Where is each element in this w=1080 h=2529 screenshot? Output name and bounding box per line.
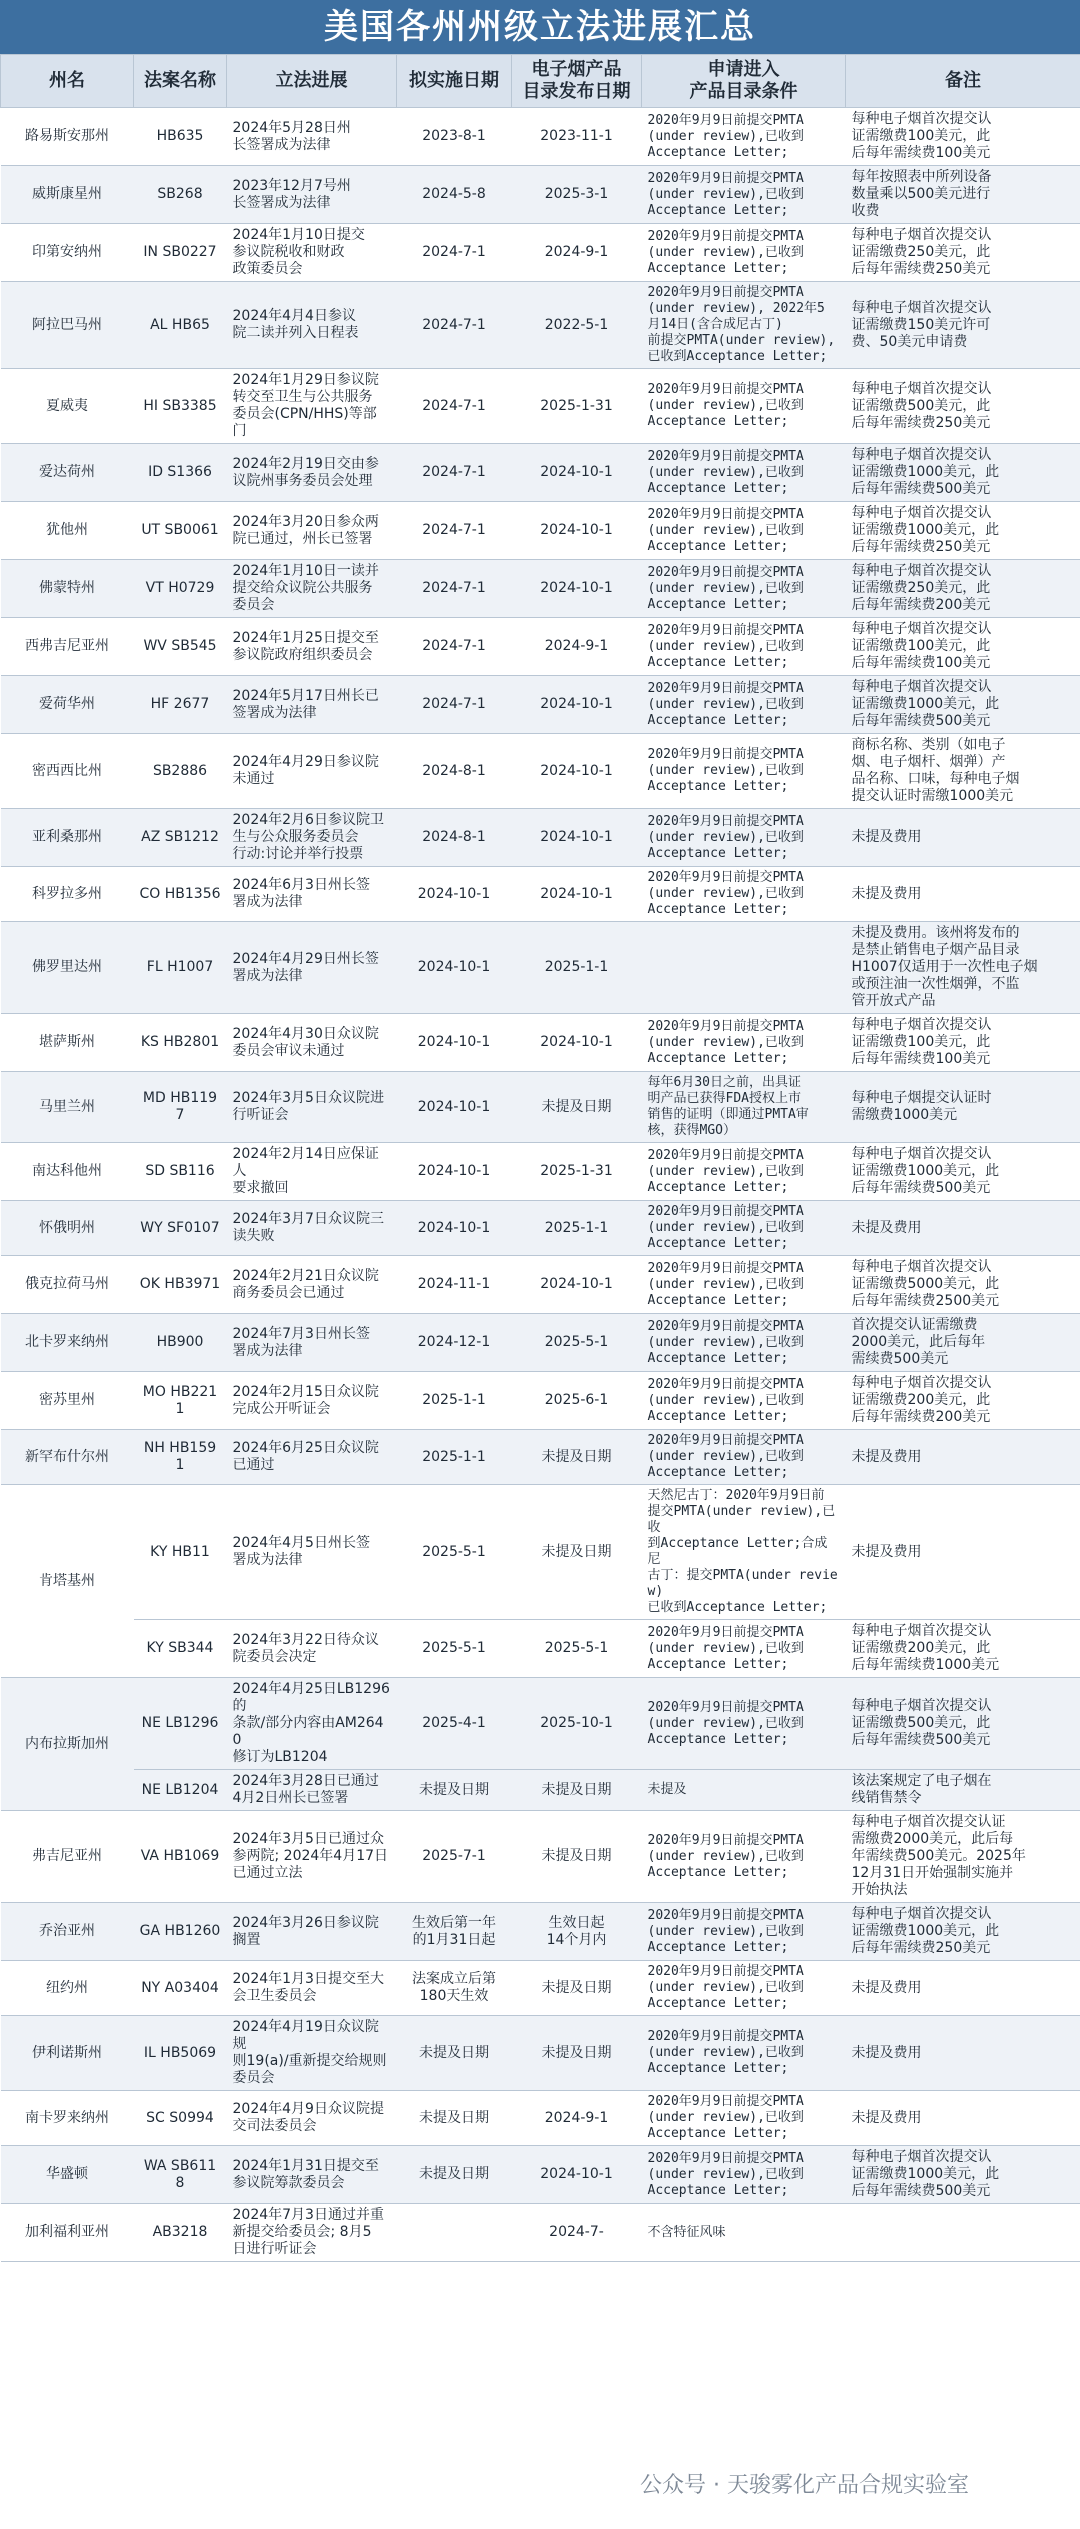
- table-row: [1, 1256, 1080, 1314]
- cell-impl: 未提及日期: [397, 2091, 512, 2146]
- cell-cond: 2020年9月9日前提交PMTA (under review),已收到 Acceptance Letter;: [642, 1961, 846, 2016]
- cell-cond: 2020年9月9日前提交PMTA (under review),已收到 Acceptance Letter;: [642, 1014, 846, 1072]
- cell-state: 佛罗里达州: [1, 922, 134, 1014]
- cell-bill: OK HB3971: [134, 1256, 227, 1314]
- cell-note: 未提及费用: [846, 1961, 1080, 2016]
- cell-bill: AL HB65: [134, 282, 227, 369]
- cell-note: 每种电子烟首次提交认 证需缴费500美元，此 后每年需续费250美元: [846, 369, 1080, 444]
- cell-state: 亚利桑那州: [1, 809, 134, 867]
- cell-state: 马里兰州: [1, 1072, 134, 1143]
- cell-dir: 未提及日期: [512, 1811, 642, 1903]
- cell-bill: AB3218: [134, 2204, 227, 2262]
- cell-progress: 2024年3月22日待众议 院委员会决定: [227, 1620, 397, 1678]
- cell-note: 每种电子烟提交认证时 需缴费1000美元: [846, 1072, 1080, 1143]
- cell-bill: IN SB0227: [134, 224, 227, 282]
- cell-progress: 2024年3月5日已通过众 参两院; 2024年4月17日 已通过立法: [227, 1811, 397, 1903]
- table-row: [1, 1620, 1080, 1678]
- cell-dir: 未提及日期: [512, 1485, 642, 1620]
- cell-progress: 2024年6月25日众议院 已通过: [227, 1430, 397, 1485]
- cell-bill: AZ SB1212: [134, 809, 227, 867]
- cell-note: 未提及费用: [846, 867, 1080, 922]
- cell-progress: 2024年2月15日众议院 完成公开听证会: [227, 1372, 397, 1430]
- cell-progress: 2024年6月3日州长签 署成为法律: [227, 867, 397, 922]
- cell-bill: WY SF0107: [134, 1201, 227, 1256]
- cell-cond: 天然尼古丁：2020年9月9日前 提交PMTA(under review),已收 到Acceptance Letter;合成尼 古丁：提交PMTA(under review) 已收到Acceptance Letter;: [642, 1485, 846, 1620]
- cell-impl: 2024-10-1: [397, 1072, 512, 1143]
- cell-bill: KY HB11: [134, 1485, 227, 1620]
- header-notes: 备注: [846, 55, 1080, 108]
- cell-dir: 2024-10-1: [512, 2146, 642, 2204]
- cell-bill: CO HB1356: [134, 867, 227, 922]
- cell-cond: 2020年9月9日前提交PMTA (under review),已收到 Acceptance Letter;: [642, 867, 846, 922]
- cell-note: 每种电子烟首次提交认 证需缴费1000美元，此 后每年需续费500美元: [846, 2146, 1080, 2204]
- cell-bill: UT SB0061: [134, 502, 227, 560]
- cell-state: 西弗吉尼亚州: [1, 618, 134, 676]
- cell-note: 商标名称、类别（如电子 烟、电子烟杆、烟弹）产 品名称、口味，每种电子烟 提交认证时需缴1000美元: [846, 734, 1080, 809]
- cell-cond: 2020年9月9日前提交PMTA (under review),已收到 Acceptance Letter;: [642, 2146, 846, 2204]
- cell-impl: 未提及日期: [397, 1770, 512, 1811]
- cell-state: 乔治亚州: [1, 1903, 134, 1961]
- cell-dir: 2022-5-1: [512, 282, 642, 369]
- cell-note: 每种电子烟首次提交认 证需缴费150美元许可 费、50美元申请费: [846, 282, 1080, 369]
- cell-state: 爱荷华州: [1, 676, 134, 734]
- cell-impl: 2024-8-1: [397, 809, 512, 867]
- cell-impl: 生效后第一年 的1月31日起: [397, 1903, 512, 1961]
- cell-cond: 不含特征风味: [642, 2204, 846, 2262]
- cell-cond: 未提及: [642, 1770, 846, 1811]
- cell-impl: 2025-1-1: [397, 1372, 512, 1430]
- cell-bill: HB900: [134, 1314, 227, 1372]
- cell-state: 密苏里州: [1, 1372, 134, 1430]
- cell-state: 阿拉巴马州: [1, 282, 134, 369]
- cell-progress: 2024年4月5日州长签 署成为法律: [227, 1485, 397, 1620]
- table-row: [1, 2204, 1080, 2262]
- cell-progress: 2024年4月25日LB1296的 条款/部分内容由AM2640 修订为LB1204: [227, 1678, 397, 1770]
- cell-note: 每种电子烟首次提交认 证需缴费5000美元，此 后每年需续费2500美元: [846, 1256, 1080, 1314]
- cell-note: 首次提交认证需缴费 2000美元，此后每年 需续费500美元: [846, 1314, 1080, 1372]
- header-directory-date: 电子烟产品 目录发布日期: [512, 55, 642, 108]
- cell-note: [846, 2204, 1080, 2262]
- cell-impl: 2025-7-1: [397, 1811, 512, 1903]
- cell-bill: WA SB6118: [134, 2146, 227, 2204]
- cell-state: 堪萨斯州: [1, 1014, 134, 1072]
- cell-dir: 2025-6-1: [512, 1372, 642, 1430]
- table-row: [1, 1314, 1080, 1372]
- cell-cond: 2020年9月9日前提交PMTA (under review), 2022年5 月14日(含合成尼古丁) 前提交PMTA(under review), 已收到Acceptance Letter;: [642, 282, 846, 369]
- cell-progress: 2024年3月7日众议院三 读失败: [227, 1201, 397, 1256]
- legislation-table: [0, 54, 1080, 2262]
- cell-bill: NE LB1204: [134, 1770, 227, 1811]
- cell-progress: 2024年5月28日州 长签署成为法律: [227, 108, 397, 166]
- cell-progress: 2023年12月7号州 长签署成为法律: [227, 166, 397, 224]
- cell-state: 密西西比州: [1, 734, 134, 809]
- table-row: [1, 108, 1080, 166]
- cell-note: 每种电子烟首次提交认 证需缴费100美元，此 后每年需续费100美元: [846, 1014, 1080, 1072]
- cell-dir: 2024-9-1: [512, 224, 642, 282]
- cell-impl: 2024-10-1: [397, 922, 512, 1014]
- cell-impl: 2024-10-1: [397, 1143, 512, 1201]
- cell-dir: 生效日起 14个月内: [512, 1903, 642, 1961]
- cell-cond: [642, 922, 846, 1014]
- cell-cond: 2020年9月9日前提交PMTA (under review),已收到 Acceptance Letter;: [642, 369, 846, 444]
- cell-dir: 2024-9-1: [512, 618, 642, 676]
- cell-note: 未提及费用: [846, 1201, 1080, 1256]
- cell-state: 爱达荷州: [1, 444, 134, 502]
- cell-dir: 2024-9-1: [512, 2091, 642, 2146]
- cell-progress: 2024年2月6日参议院卫 生与公众服务委员会 行动:讨论并举行投票: [227, 809, 397, 867]
- table-header-row: [1, 55, 1080, 108]
- cell-note: 未提及费用: [846, 2091, 1080, 2146]
- table-row: [1, 1072, 1080, 1143]
- cell-state: 弗吉尼亚州: [1, 1811, 134, 1903]
- cell-cond: 2020年9月9日前提交PMTA (under review),已收到 Acceptance Letter;: [642, 1372, 846, 1430]
- cell-note: 每种电子烟首次提交认 证需缴费1000美元，此 后每年需续费500美元: [846, 444, 1080, 502]
- cell-bill: KS HB2801: [134, 1014, 227, 1072]
- cell-impl: 2025-4-1: [397, 1678, 512, 1770]
- cell-bill: ID S1366: [134, 444, 227, 502]
- cell-cond: 2020年9月9日前提交PMTA (under review),已收到 Acceptance Letter;: [642, 1143, 846, 1201]
- table-row: [1, 1430, 1080, 1485]
- cell-progress: 2024年1月10日提交 参议院税收和财政 政策委员会: [227, 224, 397, 282]
- cell-note: 该法案规定了电子烟在 线销售禁令: [846, 1770, 1080, 1811]
- cell-dir: 2025-3-1: [512, 166, 642, 224]
- table-row: [1, 867, 1080, 922]
- cell-progress: 2024年5月17日州长已 签署成为法律: [227, 676, 397, 734]
- cell-dir: 2024-10-1: [512, 734, 642, 809]
- cell-state: 威斯康星州: [1, 166, 134, 224]
- cell-dir: 2024-10-1: [512, 676, 642, 734]
- cell-bill: KY SB344: [134, 1620, 227, 1678]
- cell-impl: 2024-12-1: [397, 1314, 512, 1372]
- cell-bill: IL HB5069: [134, 2016, 227, 2091]
- cell-note: 每种电子烟首次提交认 证需缴费250美元，此 后每年需续费200美元: [846, 560, 1080, 618]
- cell-dir: 未提及日期: [512, 1961, 642, 2016]
- cell-dir: 2025-1-31: [512, 369, 642, 444]
- cell-impl: 2024-11-1: [397, 1256, 512, 1314]
- cell-bill: GA HB1260: [134, 1903, 227, 1961]
- cell-note: 每种电子烟首次提交认 证需缴费100美元，此 后每年需续费100美元: [846, 618, 1080, 676]
- cell-note: 每种电子烟首次提交认证 需缴费2000美元，此后每 年需续费500美元。2025年 12月31日开始强制实施并 开始执法: [846, 1811, 1080, 1903]
- cell-cond: 2020年9月9日前提交PMTA (under review),已收到 Acceptance Letter;: [642, 2091, 846, 2146]
- page-title: 美国各州州级立法进展汇总: [0, 0, 1080, 54]
- table-row: [1, 282, 1080, 369]
- cell-dir: 2025-1-31: [512, 1143, 642, 1201]
- cell-impl: 2023-8-1: [397, 108, 512, 166]
- cell-bill: HI SB3385: [134, 369, 227, 444]
- cell-progress: 2024年4月30日众议院 委员会审议未通过: [227, 1014, 397, 1072]
- watermark-text: 公众号 · 天骏雾化产品合规实验室: [640, 2473, 969, 2498]
- cell-state: 俄克拉荷马州: [1, 1256, 134, 1314]
- header-state: 州名: [1, 55, 134, 108]
- cell-cond: 2020年9月9日前提交PMTA (under review),已收到 Acceptance Letter;: [642, 1678, 846, 1770]
- cell-bill: VT H0729: [134, 560, 227, 618]
- cell-progress: 2024年1月10日一读并 提交给众议院公共服务 委员会: [227, 560, 397, 618]
- cell-progress: 2024年4月19日众议院规 则19(a)/重新提交给规则 委员会: [227, 2016, 397, 2091]
- cell-cond: 2020年9月9日前提交PMTA (under review),已收到 Acceptance Letter;: [642, 166, 846, 224]
- cell-dir: 2025-1-1: [512, 1201, 642, 1256]
- table-row: [1, 224, 1080, 282]
- cell-impl: 2024-7-1: [397, 676, 512, 734]
- cell-state: 印第安纳州: [1, 224, 134, 282]
- cell-dir: 2024-10-1: [512, 560, 642, 618]
- cell-cond: 2020年9月9日前提交PMTA (under review),已收到 Acceptance Letter;: [642, 108, 846, 166]
- cell-bill: SC S0994: [134, 2091, 227, 2146]
- table-row: [1, 444, 1080, 502]
- cell-bill: FL H1007: [134, 922, 227, 1014]
- cell-progress: 2024年3月26日参议院 搁置: [227, 1903, 397, 1961]
- header-progress: 立法进展: [227, 55, 397, 108]
- cell-note: 每年按照表中所列设备 数量乘以500美元进行 收费: [846, 166, 1080, 224]
- cell-progress: 2024年1月29日参议院 转交至卫生与公共服务 委员会(CPN/HHS)等部门: [227, 369, 397, 444]
- cell-bill: VA HB1069: [134, 1811, 227, 1903]
- cell-dir: 2024-10-1: [512, 809, 642, 867]
- cell-bill: WV SB545: [134, 618, 227, 676]
- cell-state: 内布拉斯加州: [1, 1678, 134, 1811]
- cell-state: 华盛顿: [1, 2146, 134, 2204]
- cell-cond: 2020年9月9日前提交PMTA (under review),已收到 Acceptance Letter;: [642, 1903, 846, 1961]
- cell-state: 加利福利亚州: [1, 2204, 134, 2262]
- cell-bill: SB2886: [134, 734, 227, 809]
- header-impl-date: 拟实施日期: [397, 55, 512, 108]
- table-row: [1, 560, 1080, 618]
- cell-state: 佛蒙特州: [1, 560, 134, 618]
- cell-impl: 2025-1-1: [397, 1430, 512, 1485]
- cell-dir: 2025-10-1: [512, 1678, 642, 1770]
- cell-cond: 2020年9月9日前提交PMTA (under review),已收到 Acceptance Letter;: [642, 809, 846, 867]
- cell-cond: 2020年9月9日前提交PMTA (under review),已收到 Acceptance Letter;: [642, 1430, 846, 1485]
- cell-cond: 2020年9月9日前提交PMTA (under review),已收到 Acceptance Letter;: [642, 1201, 846, 1256]
- table-row: [1, 809, 1080, 867]
- cell-bill: NH HB1591: [134, 1430, 227, 1485]
- cell-note: 每种电子烟首次提交认 证需缴费1000美元，此 后每年需续费500美元: [846, 676, 1080, 734]
- cell-impl: 2024-7-1: [397, 618, 512, 676]
- cell-cond: 2020年9月9日前提交PMTA (under review),已收到 Acceptance Letter;: [642, 1314, 846, 1372]
- cell-dir: 2024-10-1: [512, 1014, 642, 1072]
- cell-note: 未提及费用: [846, 1430, 1080, 1485]
- cell-bill: HF 2677: [134, 676, 227, 734]
- table-row: [1, 2146, 1080, 2204]
- cell-cond: 2020年9月9日前提交PMTA (under review),已收到 Acceptance Letter;: [642, 1256, 846, 1314]
- cell-dir: 2024-10-1: [512, 444, 642, 502]
- cell-dir: 2024-7-: [512, 2204, 642, 2262]
- cell-impl: 2024-8-1: [397, 734, 512, 809]
- table-row: [1, 2016, 1080, 2091]
- cell-cond: 2020年9月9日前提交PMTA (under review),已收到 Acceptance Letter;: [642, 444, 846, 502]
- cell-dir: 未提及日期: [512, 1072, 642, 1143]
- table-row: [1, 1201, 1080, 1256]
- cell-dir: 未提及日期: [512, 1770, 642, 1811]
- cell-note: 每种电子烟首次提交认 证需缴费500美元，此 后每年需续费500美元: [846, 1678, 1080, 1770]
- cell-impl: 2025-5-1: [397, 1620, 512, 1678]
- cell-note: 每种电子烟首次提交认 证需缴费1000美元，此 后每年需续费500美元: [846, 1143, 1080, 1201]
- cell-cond: 每年6月30日之前，出具证 明产品已获得FDA授权上市 销售的证明（即通过PMTA审 核，获得MGO）: [642, 1072, 846, 1143]
- cell-state: 伊利诺斯州: [1, 2016, 134, 2091]
- cell-impl: 2024-7-1: [397, 502, 512, 560]
- table-row: [1, 734, 1080, 809]
- cell-progress: 2024年1月25日提交至 参议院政府组织委员会: [227, 618, 397, 676]
- table-row: [1, 1770, 1080, 1811]
- cell-impl: 未提及日期: [397, 2016, 512, 2091]
- cell-impl: 2024-7-1: [397, 224, 512, 282]
- cell-dir: 2024-10-1: [512, 867, 642, 922]
- cell-impl: 2024-7-1: [397, 560, 512, 618]
- cell-dir: 未提及日期: [512, 1430, 642, 1485]
- cell-cond: 2020年9月9日前提交PMTA (under review),已收到 Acceptance Letter;: [642, 2016, 846, 2091]
- cell-note: 每种电子烟首次提交认 证需缴费1000美元，此 后每年需续费250美元: [846, 1903, 1080, 1961]
- cell-impl: 2024-7-1: [397, 369, 512, 444]
- cell-progress: 2024年1月31日提交至 参议院筹款委员会: [227, 2146, 397, 2204]
- cell-progress: 2024年7月3日通过并重 新提交给委员会; 8月5 日进行听证会: [227, 2204, 397, 2262]
- table-row: [1, 1143, 1080, 1201]
- cell-impl: 法案成立后第 180天生效: [397, 1961, 512, 2016]
- cell-bill: MO HB2211: [134, 1372, 227, 1430]
- table-row: [1, 922, 1080, 1014]
- cell-progress: 2024年4月9日众议院提 交司法委员会: [227, 2091, 397, 2146]
- cell-impl: 2024-7-1: [397, 444, 512, 502]
- cell-state: 夏威夷: [1, 369, 134, 444]
- cell-bill: NE LB1296: [134, 1678, 227, 1770]
- cell-state: 肯塔基州: [1, 1485, 134, 1678]
- cell-note: 未提及费用: [846, 2016, 1080, 2091]
- cell-note: 每种电子烟首次提交认 证需缴费1000美元，此 后每年需续费250美元: [846, 502, 1080, 560]
- table-row: [1, 2091, 1080, 2146]
- cell-bill: MD HB1197: [134, 1072, 227, 1143]
- cell-state: 新罕布什尔州: [1, 1430, 134, 1485]
- header-bill: 法案名称: [134, 55, 227, 108]
- table-row: [1, 166, 1080, 224]
- table-row: [1, 1903, 1080, 1961]
- cell-progress: 2024年4月4日参议 院二读并列入日程表: [227, 282, 397, 369]
- table-row: [1, 1961, 1080, 2016]
- cell-state: 犹他州: [1, 502, 134, 560]
- cell-impl: 2025-5-1: [397, 1485, 512, 1620]
- cell-impl: 2024-7-1: [397, 282, 512, 369]
- cell-state: 南卡罗来纳州: [1, 2091, 134, 2146]
- table-row: [1, 676, 1080, 734]
- cell-bill: NY A03404: [134, 1961, 227, 2016]
- cell-impl: 2024-10-1: [397, 1014, 512, 1072]
- cell-state: 南达科他州: [1, 1143, 134, 1201]
- cell-progress: 2024年1月3日提交至大 会卫生委员会: [227, 1961, 397, 2016]
- cell-impl: [397, 2204, 512, 2262]
- cell-dir: 2025-5-1: [512, 1314, 642, 1372]
- table-row: [1, 1811, 1080, 1903]
- cell-cond: 2020年9月9日前提交PMTA (under review),已收到 Acceptance Letter;: [642, 618, 846, 676]
- cell-progress: 2024年3月5日众议院进 行听证会: [227, 1072, 397, 1143]
- cell-cond: 2020年9月9日前提交PMTA (under review),已收到 Acceptance Letter;: [642, 224, 846, 282]
- table-row: [1, 1372, 1080, 1430]
- cell-impl: 2024-5-8: [397, 166, 512, 224]
- cell-cond: 2020年9月9日前提交PMTA (under review),已收到 Acceptance Letter;: [642, 734, 846, 809]
- cell-progress: 2024年4月29日州长签 署成为法律: [227, 922, 397, 1014]
- cell-state: 北卡罗来纳州: [1, 1314, 134, 1372]
- header-conditions: 申请进入 产品目录条件: [642, 55, 846, 108]
- cell-impl: 2024-10-1: [397, 1201, 512, 1256]
- cell-progress: 2024年3月28日已通过 4月2日州长已签署: [227, 1770, 397, 1811]
- table-row: [1, 1678, 1080, 1770]
- cell-note: 每种电子烟首次提交认 证需缴费200美元，此 后每年需续费200美元: [846, 1372, 1080, 1430]
- cell-note: 每种电子烟首次提交认 证需缴费200美元，此 后每年需续费1000美元: [846, 1620, 1080, 1678]
- cell-cond: 2020年9月9日前提交PMTA (under review),已收到 Acceptance Letter;: [642, 1811, 846, 1903]
- cell-dir: 2024-10-1: [512, 1256, 642, 1314]
- cell-bill: SD SB116: [134, 1143, 227, 1201]
- cell-bill: SB268: [134, 166, 227, 224]
- cell-dir: 未提及日期: [512, 2016, 642, 2091]
- cell-cond: 2020年9月9日前提交PMTA (under review),已收到 Acceptance Letter;: [642, 676, 846, 734]
- cell-dir: 2024-10-1: [512, 502, 642, 560]
- table-row: [1, 1485, 1080, 1620]
- cell-cond: 2020年9月9日前提交PMTA (under review),已收到 Acceptance Letter;: [642, 502, 846, 560]
- cell-progress: 2024年2月21日众议院 商务委员会已通过: [227, 1256, 397, 1314]
- cell-cond: 2020年9月9日前提交PMTA (under review),已收到 Acceptance Letter;: [642, 560, 846, 618]
- cell-dir: 2025-5-1: [512, 1620, 642, 1678]
- cell-state: 路易斯安那州: [1, 108, 134, 166]
- cell-state: 科罗拉多州: [1, 867, 134, 922]
- table-row: [1, 1014, 1080, 1072]
- cell-state: 怀俄明州: [1, 1201, 134, 1256]
- cell-note: 未提及费用。该州将发布的 是禁止销售电子烟产品目录 H1007仅适用于一次性电子烟 或预注油一次性烟弹，不监 管开放式产品: [846, 922, 1080, 1014]
- cell-state: 纽约州: [1, 1961, 134, 2016]
- cell-impl: 2024-10-1: [397, 867, 512, 922]
- cell-progress: 2024年2月19日交由参 议院州事务委员会处理: [227, 444, 397, 502]
- cell-bill: HB635: [134, 108, 227, 166]
- cell-impl: 未提及日期: [397, 2146, 512, 2204]
- cell-cond: 2020年9月9日前提交PMTA (under review),已收到 Acceptance Letter;: [642, 1620, 846, 1678]
- table-row: [1, 502, 1080, 560]
- cell-progress: 2024年3月20日参众两 院已通过，州长已签署: [227, 502, 397, 560]
- table-row: [1, 618, 1080, 676]
- cell-note: 未提及费用: [846, 809, 1080, 867]
- cell-dir: 2025-1-1: [512, 922, 642, 1014]
- cell-note: 未提及费用: [846, 1485, 1080, 1620]
- cell-note: 每种电子烟首次提交认 证需缴费100美元，此 后每年需续费100美元: [846, 108, 1080, 166]
- cell-progress: 2024年4月29日参议院 未通过: [227, 734, 397, 809]
- cell-progress: 2024年7月3日州长签 署成为法律: [227, 1314, 397, 1372]
- cell-dir: 2023-11-1: [512, 108, 642, 166]
- table-row: [1, 369, 1080, 444]
- cell-note: 每种电子烟首次提交认 证需缴费250美元，此 后每年需续费250美元: [846, 224, 1080, 282]
- cell-progress: 2024年2月14日应保证人 要求撤回: [227, 1143, 397, 1201]
